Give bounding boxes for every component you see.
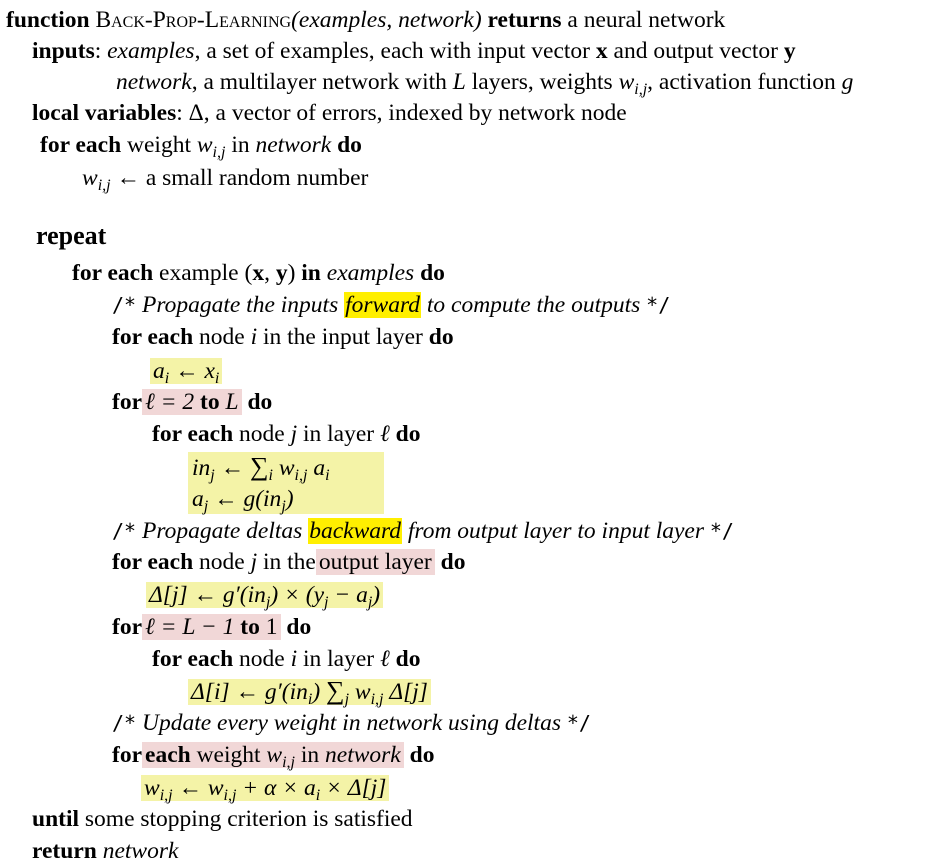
node-text: node xyxy=(199,549,245,575)
until-line xyxy=(32,804,413,834)
init-for-line xyxy=(40,130,362,160)
keyword-for-each: for each xyxy=(112,324,194,350)
a-var: a xyxy=(153,358,165,384)
sum-symbol: ∑ xyxy=(326,676,345,705)
backward-layer-loop xyxy=(112,612,311,642)
output-layer-highlight: output layer xyxy=(316,549,435,575)
w-sub: i,j xyxy=(370,691,384,708)
output-delta-line xyxy=(146,580,383,610)
delta-minus: − a xyxy=(328,582,368,608)
delta-j: Δ[j] xyxy=(383,679,428,705)
comment-pre: Propagate the inputs xyxy=(136,292,345,318)
aj-close: ) xyxy=(285,486,294,512)
input-assign-highlight xyxy=(150,358,222,387)
layers-var: L xyxy=(452,69,466,95)
keyword-for-each: for each xyxy=(152,421,234,447)
example-text: example xyxy=(159,260,239,286)
return-line xyxy=(32,836,178,866)
range-end: 1 xyxy=(259,614,278,640)
keyword-function: function xyxy=(6,7,90,33)
range-start: ℓ = 2 xyxy=(145,389,201,415)
a-sub: i xyxy=(325,467,330,484)
tuple-comma: , xyxy=(264,260,276,286)
comment-close: */ xyxy=(709,519,734,543)
node-text: node xyxy=(239,421,285,447)
return-description: a neural network xyxy=(567,7,726,33)
local-variables-line: local variables: Δ, a vector of errors, indexed by network node xyxy=(32,100,627,126)
examples-var: examples xyxy=(326,260,415,286)
weight-sub: i,j xyxy=(212,144,226,161)
delta-close: ) xyxy=(372,582,381,608)
keyword-for: for xyxy=(112,742,143,768)
for-each-input-node-line xyxy=(112,322,454,352)
in-the-text: in the xyxy=(262,549,316,575)
aj-rhs: ← g(in xyxy=(208,486,282,512)
weight-var: w xyxy=(82,165,98,191)
update-loop-highlight xyxy=(142,742,404,771)
arrow-w: ← w xyxy=(172,775,224,801)
aj-rhs-sub: j xyxy=(281,498,286,515)
w-var: w xyxy=(272,455,295,481)
in-sub: j xyxy=(265,594,271,611)
rhs-sub: i,j xyxy=(223,787,237,804)
in-layer-text: in layer xyxy=(302,646,375,672)
function-header xyxy=(6,5,725,35)
x-vector: x xyxy=(252,260,265,286)
w-sub: i,j xyxy=(294,467,308,484)
sum-sub: j xyxy=(344,691,350,708)
examples-var: examples xyxy=(107,38,195,64)
keyword-for-each: for each xyxy=(40,132,122,158)
keyword-do: do xyxy=(395,421,421,447)
comment-pre: Propagate deltas xyxy=(136,518,309,544)
assign-arrow-x: ← x xyxy=(169,358,215,384)
activation-line xyxy=(192,484,294,514)
keyword-for: for xyxy=(112,389,143,415)
forward-inner-loop xyxy=(152,419,420,449)
keyword-for-each: for each xyxy=(72,260,154,286)
backward-highlight: backward xyxy=(309,518,402,544)
node-text: node xyxy=(199,324,245,350)
in-layer-text: in layer xyxy=(302,421,375,447)
forward-highlight: forward xyxy=(345,292,420,318)
delta-rhs: ) × (y xyxy=(270,582,325,608)
in-sub: i xyxy=(307,691,313,708)
comment-close: */ xyxy=(566,711,591,735)
weight-text: weight xyxy=(196,742,261,768)
rhs-plus: + α × a xyxy=(236,775,316,801)
delta-symbol: Δ xyxy=(188,100,204,126)
ell-var: ℓ xyxy=(379,646,390,672)
in-text: in xyxy=(300,742,320,768)
keyword-for: for xyxy=(112,614,143,640)
ell-var: ℓ xyxy=(379,421,390,447)
y-sub: j xyxy=(324,594,329,611)
weight-var: w xyxy=(618,69,635,95)
comment-post: from output layer to input layer xyxy=(402,518,710,544)
node-var: j xyxy=(290,421,298,447)
rhs-end: × Δ[j] xyxy=(320,775,387,801)
init-assign-text: ← a small random number xyxy=(116,165,369,191)
a-sub: j xyxy=(367,594,373,611)
update-loop xyxy=(112,740,434,770)
x-sub: i xyxy=(214,370,220,387)
network-var: network xyxy=(102,838,179,864)
forward-layer-loop xyxy=(112,387,272,417)
sum-symbol: ∑ xyxy=(249,452,269,481)
update-comment xyxy=(112,708,591,738)
inputs-line-2 xyxy=(116,67,853,97)
keyword-do: do xyxy=(286,614,312,640)
sum-sub: i xyxy=(268,467,273,484)
tuple-open: ( xyxy=(244,260,253,286)
node-var: j xyxy=(250,549,258,575)
a-sub: i xyxy=(164,370,170,387)
comment-close: */ xyxy=(646,293,671,317)
keyword-until: until xyxy=(32,806,80,832)
for-each-example-line xyxy=(72,258,445,288)
lhs-w: w xyxy=(144,775,160,801)
a-var: a xyxy=(307,455,326,481)
keyword-for-each: for each xyxy=(112,549,194,575)
w-var: w xyxy=(266,742,283,768)
forward-comment xyxy=(112,290,670,320)
keyword-to: to xyxy=(200,389,220,415)
keyword-do: do xyxy=(420,260,445,286)
y-vector: y xyxy=(783,38,796,64)
hidden-delta-highlight xyxy=(188,676,431,708)
hidden-delta-line xyxy=(188,676,431,706)
function-args: (examples, network) xyxy=(291,7,482,33)
range-end: L xyxy=(219,389,239,415)
for-each-output-node-line xyxy=(112,547,465,577)
function-name: Back-Prop-Learning xyxy=(95,7,292,33)
network-var: network xyxy=(255,132,332,158)
keyword-do: do xyxy=(247,389,273,415)
aj-var: a xyxy=(192,486,204,512)
delta-lhs: Δ[j] ← g′(in xyxy=(149,582,266,608)
repeat-line xyxy=(36,221,106,251)
weight-var: w xyxy=(196,132,213,158)
keyword-do: do xyxy=(440,549,466,575)
weighted-sum-line xyxy=(192,452,330,482)
input-assign-line xyxy=(150,356,222,386)
keyword-to: to xyxy=(240,614,260,640)
keyword-do: do xyxy=(409,742,435,768)
comment-post: to compute the outputs xyxy=(420,292,647,318)
aj-sub: j xyxy=(203,498,209,515)
lhs-sub: i,j xyxy=(159,787,173,804)
keyword-for-each: for each xyxy=(152,646,234,672)
layer-text: in the input layer xyxy=(262,324,423,350)
comment-open: /* xyxy=(112,293,137,317)
backward-comment xyxy=(112,516,734,546)
until-text: some stopping criterion is satisfied xyxy=(84,806,413,832)
network-desc-mid: layers, weights xyxy=(465,69,619,95)
in-sub: j xyxy=(210,467,215,484)
network-var: network xyxy=(325,742,401,768)
range-start: ℓ = L − 1 xyxy=(145,614,241,640)
delta-i-mid: ) xyxy=(312,679,327,705)
assign-arrow: ← xyxy=(214,455,250,481)
examples-desc: , a set of examples, each with input vector xyxy=(194,38,596,64)
activation-var: g xyxy=(841,69,854,95)
keyword-return: return xyxy=(32,838,97,864)
network-desc-end: , activation function xyxy=(647,69,842,95)
keyword-do: do xyxy=(395,646,421,672)
keyword-returns: returns xyxy=(487,7,562,33)
keyword-do: do xyxy=(428,324,454,350)
keyword-in: in xyxy=(301,260,321,286)
weight-sub: i,j xyxy=(97,177,111,194)
keyword-do: do xyxy=(337,132,362,158)
tuple-close: ) xyxy=(287,260,296,286)
in-var: in xyxy=(192,455,211,481)
local-variables-label: local variables xyxy=(32,100,177,126)
inputs-line-1: inputs: examples, a set of examples, each with input vector x and output vector y xyxy=(32,38,796,64)
node-text: node xyxy=(239,646,285,672)
backward-range-highlight xyxy=(142,614,280,640)
weight-text: weight xyxy=(127,132,191,158)
y-vector: y xyxy=(275,260,288,286)
examples-desc-mid: and output vector xyxy=(607,38,784,64)
w-sub: i,j xyxy=(282,754,295,771)
init-assign-line xyxy=(82,163,368,193)
delta-i-lhs: Δ[i] ← g′(in xyxy=(191,679,308,705)
forward-range-highlight xyxy=(142,389,242,415)
output-delta-highlight xyxy=(146,582,383,611)
w-var: w xyxy=(349,679,371,705)
comment-open: /* xyxy=(112,519,137,543)
node-var: i xyxy=(250,324,258,350)
in-text: in xyxy=(231,132,250,158)
weight-sub: i,j xyxy=(634,81,648,98)
backward-inner-loop xyxy=(152,644,420,674)
inputs-label: inputs xyxy=(32,38,95,64)
a-sub: i xyxy=(315,787,321,804)
weight-update-line xyxy=(141,773,389,803)
x-vector: x xyxy=(595,38,608,64)
weight-update-highlight xyxy=(141,775,389,804)
node-var: i xyxy=(290,646,298,672)
keyword-repeat: repeat xyxy=(36,221,107,250)
network-desc: , a multilayer network with xyxy=(191,69,453,95)
network-var: network xyxy=(116,69,192,95)
comment-text: Update every weight in network using deltas xyxy=(136,710,567,736)
keyword-each: each xyxy=(145,742,191,768)
local-variables-desc: , a vector of errors, indexed by network node xyxy=(203,100,627,126)
comment-open: /* xyxy=(112,711,137,735)
